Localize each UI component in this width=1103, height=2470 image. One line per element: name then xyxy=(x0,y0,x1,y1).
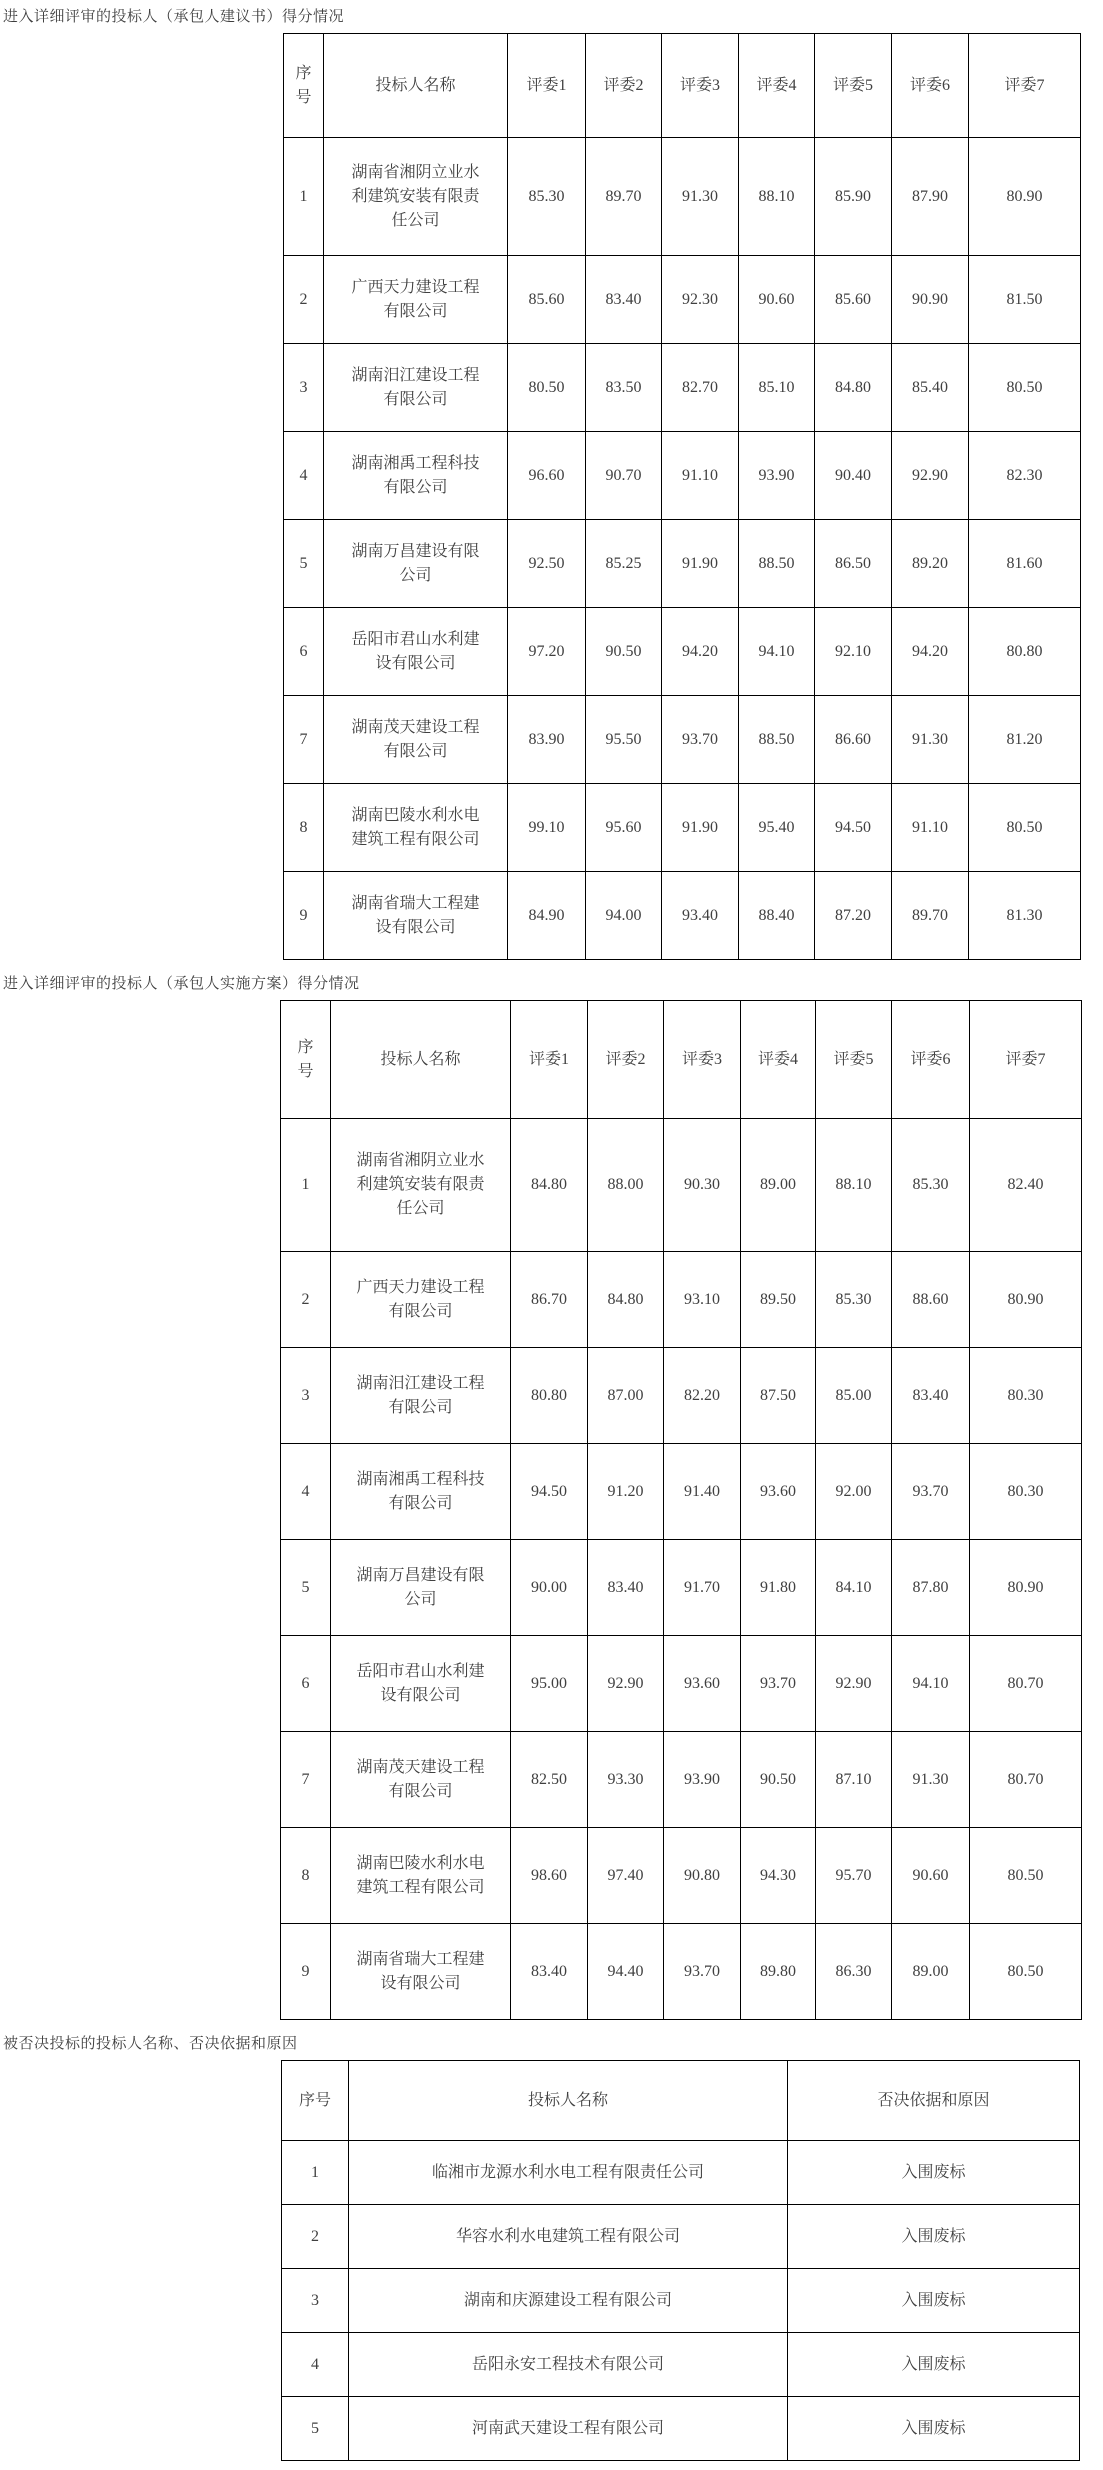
score-cell: 89.70 xyxy=(586,138,662,256)
score-cell: 89.80 xyxy=(741,1924,816,2020)
score-cell: 88.00 xyxy=(588,1119,664,1252)
row-number-cell: 7 xyxy=(281,1732,331,1828)
column-header-judge-3: 评委3 xyxy=(664,1001,741,1119)
score-cell: 80.30 xyxy=(970,1444,1082,1540)
bidder-name-cell: 广西天力建设工程有限公司 xyxy=(331,1252,511,1348)
row-number-cell: 3 xyxy=(281,1348,331,1444)
score-cell: 96.60 xyxy=(508,432,586,520)
column-header-index: 序号 xyxy=(282,2061,349,2141)
column-header-judge-7: 评委7 xyxy=(969,34,1081,138)
score-cell: 85.00 xyxy=(816,1348,892,1444)
table-row xyxy=(281,1732,1082,1828)
row-number-cell: 5 xyxy=(282,2397,349,2461)
row-number-cell: 8 xyxy=(281,1828,331,1924)
score-cell: 95.70 xyxy=(816,1828,892,1924)
table-row xyxy=(281,1348,1082,1444)
score-cell: 85.30 xyxy=(508,138,586,256)
column-header-judge-1: 评委1 xyxy=(508,34,586,138)
column-header-index: 序号 xyxy=(284,34,324,138)
row-number-cell: 3 xyxy=(282,2269,349,2333)
score-cell: 82.50 xyxy=(511,1732,588,1828)
bidder-name-cell: 湖南湘禹工程科技有限公司 xyxy=(331,1444,511,1540)
table-row xyxy=(281,1252,1082,1348)
score-cell: 92.90 xyxy=(816,1636,892,1732)
score-cell: 90.90 xyxy=(892,256,969,344)
table-row xyxy=(282,2333,1080,2397)
column-header-judge-2: 评委2 xyxy=(586,34,662,138)
score-cell: 90.80 xyxy=(664,1828,741,1924)
score-cell: 82.20 xyxy=(664,1348,741,1444)
score-cell: 80.50 xyxy=(970,1828,1082,1924)
bidder-name-cell: 湖南省湘阴立业水利建筑安装有限责任公司 xyxy=(324,138,508,256)
table-header-row xyxy=(281,1001,1082,1119)
score-cell: 82.40 xyxy=(970,1119,1082,1252)
score-cell: 98.60 xyxy=(511,1828,588,1924)
score-cell: 91.10 xyxy=(892,784,969,872)
score-cell: 85.60 xyxy=(815,256,892,344)
score-cell: 84.90 xyxy=(508,872,586,960)
score-cell: 87.90 xyxy=(892,138,969,256)
score-cell: 85.40 xyxy=(892,344,969,432)
table-row xyxy=(281,1444,1082,1540)
score-cell: 93.70 xyxy=(664,1924,741,2020)
row-number-cell: 9 xyxy=(281,1924,331,2020)
score-cell: 91.80 xyxy=(741,1540,816,1636)
column-header-judge-2: 评委2 xyxy=(588,1001,664,1119)
score-cell: 85.30 xyxy=(892,1119,970,1252)
score-cell: 87.10 xyxy=(816,1732,892,1828)
score-cell: 82.70 xyxy=(662,344,739,432)
bidder-name-cell: 华容水利水电建筑工程有限公司 xyxy=(349,2205,788,2269)
bidder-name-cell: 河南武天建设工程有限公司 xyxy=(349,2397,788,2461)
rejection-reason-cell: 入围废标 xyxy=(788,2333,1080,2397)
table-row xyxy=(282,2141,1080,2205)
rejected-bidders-table xyxy=(281,2060,1080,2461)
score-cell: 90.50 xyxy=(586,608,662,696)
implementation-scores-table xyxy=(280,1000,1082,2020)
score-cell: 94.00 xyxy=(586,872,662,960)
score-cell: 89.00 xyxy=(741,1119,816,1252)
score-cell: 80.90 xyxy=(969,138,1081,256)
proposal-scores-heading: 进入详细评审的投标人（承包人建议书）得分情况 xyxy=(3,9,345,25)
score-cell: 90.60 xyxy=(739,256,815,344)
rejection-reason-cell: 入围废标 xyxy=(788,2141,1080,2205)
score-cell: 90.60 xyxy=(892,1828,970,1924)
score-cell: 99.10 xyxy=(508,784,586,872)
score-cell: 81.60 xyxy=(969,520,1081,608)
score-cell: 90.70 xyxy=(586,432,662,520)
row-number-cell: 3 xyxy=(284,344,324,432)
bidder-name-cell: 湖南茂天建设工程有限公司 xyxy=(331,1732,511,1828)
score-cell: 91.90 xyxy=(662,520,739,608)
score-cell: 91.90 xyxy=(662,784,739,872)
table-row xyxy=(284,608,1081,696)
score-cell: 85.90 xyxy=(815,138,892,256)
row-number-cell: 4 xyxy=(282,2333,349,2397)
rejection-reason-cell: 入围废标 xyxy=(788,2397,1080,2461)
score-cell: 93.90 xyxy=(664,1732,741,1828)
score-cell: 94.50 xyxy=(815,784,892,872)
score-cell: 88.10 xyxy=(816,1119,892,1252)
score-cell: 89.20 xyxy=(892,520,969,608)
score-cell: 97.40 xyxy=(588,1828,664,1924)
column-header-judge-5: 评委5 xyxy=(815,34,892,138)
column-header-judge-1: 评委1 xyxy=(511,1001,588,1119)
score-cell: 93.70 xyxy=(662,696,739,784)
score-cell: 88.10 xyxy=(739,138,815,256)
score-cell: 90.00 xyxy=(511,1540,588,1636)
score-cell: 87.50 xyxy=(741,1348,816,1444)
score-cell: 95.50 xyxy=(586,696,662,784)
bidder-name-cell: 岳阳永安工程技术有限公司 xyxy=(349,2333,788,2397)
score-cell: 81.30 xyxy=(969,872,1081,960)
row-number-cell: 2 xyxy=(282,2205,349,2269)
column-header-index: 序号 xyxy=(281,1001,331,1119)
score-cell: 82.30 xyxy=(969,432,1081,520)
score-cell: 84.80 xyxy=(815,344,892,432)
bidder-name-cell: 湖南巴陵水利水电建筑工程有限公司 xyxy=(331,1828,511,1924)
row-number-cell: 2 xyxy=(281,1252,331,1348)
table-row xyxy=(282,2269,1080,2333)
table-row xyxy=(281,1636,1082,1732)
table-header-row xyxy=(282,2061,1080,2141)
bidder-name-cell: 湖南省瑞大工程建设有限公司 xyxy=(324,872,508,960)
score-cell: 89.00 xyxy=(892,1924,970,2020)
score-cell: 85.60 xyxy=(508,256,586,344)
score-cell: 84.80 xyxy=(511,1119,588,1252)
score-cell: 95.00 xyxy=(511,1636,588,1732)
score-cell: 80.70 xyxy=(970,1636,1082,1732)
score-cell: 87.20 xyxy=(815,872,892,960)
table-row xyxy=(284,344,1081,432)
rejection-reason-cell: 入围废标 xyxy=(788,2205,1080,2269)
table-row xyxy=(284,138,1081,256)
row-number-cell: 6 xyxy=(281,1636,331,1732)
score-cell: 92.10 xyxy=(815,608,892,696)
score-cell: 83.50 xyxy=(586,344,662,432)
score-cell: 80.80 xyxy=(511,1348,588,1444)
score-cell: 86.50 xyxy=(815,520,892,608)
score-cell: 87.80 xyxy=(892,1540,970,1636)
column-header-judge-5: 评委5 xyxy=(816,1001,892,1119)
table-row xyxy=(284,256,1081,344)
bidder-name-cell: 湖南茂天建设工程有限公司 xyxy=(324,696,508,784)
column-header-judge-7: 评委7 xyxy=(970,1001,1082,1119)
rejection-reason-cell: 入围废标 xyxy=(788,2269,1080,2333)
score-cell: 93.60 xyxy=(741,1444,816,1540)
score-cell: 92.30 xyxy=(662,256,739,344)
bidder-name-cell: 广西天力建设工程有限公司 xyxy=(324,256,508,344)
score-cell: 86.60 xyxy=(815,696,892,784)
score-cell: 81.20 xyxy=(969,696,1081,784)
row-number-cell: 5 xyxy=(281,1540,331,1636)
bidder-name-cell: 湖南万昌建设有限公司 xyxy=(331,1540,511,1636)
row-number-cell: 1 xyxy=(282,2141,349,2205)
score-cell: 91.40 xyxy=(664,1444,741,1540)
row-number-cell: 4 xyxy=(284,432,324,520)
score-cell: 86.30 xyxy=(816,1924,892,2020)
score-cell: 94.20 xyxy=(662,608,739,696)
score-cell: 91.30 xyxy=(662,138,739,256)
table-row xyxy=(281,1924,1082,2020)
score-cell: 84.10 xyxy=(816,1540,892,1636)
table-row xyxy=(281,1540,1082,1636)
score-cell: 80.70 xyxy=(970,1732,1082,1828)
table-row xyxy=(284,696,1081,784)
score-cell: 80.30 xyxy=(970,1348,1082,1444)
table-header-row xyxy=(284,34,1081,138)
score-cell: 93.90 xyxy=(739,432,815,520)
table-row xyxy=(284,784,1081,872)
score-cell: 89.70 xyxy=(892,872,969,960)
score-cell: 93.70 xyxy=(741,1636,816,1732)
row-number-cell: 2 xyxy=(284,256,324,344)
row-number-cell: 1 xyxy=(281,1119,331,1252)
score-cell: 94.10 xyxy=(892,1636,970,1732)
score-cell: 91.10 xyxy=(662,432,739,520)
score-cell: 93.30 xyxy=(588,1732,664,1828)
score-cell: 84.80 xyxy=(588,1252,664,1348)
bidder-name-cell: 湖南汨江建设工程有限公司 xyxy=(324,344,508,432)
score-cell: 95.40 xyxy=(739,784,815,872)
score-cell: 95.60 xyxy=(586,784,662,872)
score-cell: 83.40 xyxy=(511,1924,588,2020)
score-cell: 86.70 xyxy=(511,1252,588,1348)
score-cell: 83.90 xyxy=(508,696,586,784)
row-number-cell: 8 xyxy=(284,784,324,872)
bidder-name-cell: 湖南省瑞大工程建设有限公司 xyxy=(331,1924,511,2020)
score-cell: 88.50 xyxy=(739,696,815,784)
implementation-scores-heading: 进入详细评审的投标人（承包人实施方案）得分情况 xyxy=(3,976,360,992)
row-number-cell: 4 xyxy=(281,1444,331,1540)
score-cell: 94.10 xyxy=(739,608,815,696)
row-number-cell: 1 xyxy=(284,138,324,256)
column-header-rejection-reason: 否决依据和原因 xyxy=(788,2061,1080,2141)
row-number-cell: 9 xyxy=(284,872,324,960)
score-cell: 93.40 xyxy=(662,872,739,960)
score-cell: 94.20 xyxy=(892,608,969,696)
bidder-name-cell: 湖南湘禹工程科技有限公司 xyxy=(324,432,508,520)
row-number-cell: 6 xyxy=(284,608,324,696)
score-cell: 85.30 xyxy=(816,1252,892,1348)
score-cell: 89.50 xyxy=(741,1252,816,1348)
score-cell: 83.40 xyxy=(588,1540,664,1636)
score-cell: 88.40 xyxy=(739,872,815,960)
bidder-name-cell: 岳阳市君山水利建设有限公司 xyxy=(331,1636,511,1732)
column-header-judge-6: 评委6 xyxy=(892,34,969,138)
bidder-name-cell: 湖南巴陵水利水电建筑工程有限公司 xyxy=(324,784,508,872)
score-cell: 94.40 xyxy=(588,1924,664,2020)
score-cell: 92.50 xyxy=(508,520,586,608)
score-cell: 94.30 xyxy=(741,1828,816,1924)
column-header-judge-4: 评委4 xyxy=(741,1001,816,1119)
score-cell: 80.50 xyxy=(970,1924,1082,2020)
score-cell: 93.70 xyxy=(892,1444,970,1540)
score-cell: 83.40 xyxy=(892,1348,970,1444)
bidder-name-cell: 湖南和庆源建设工程有限公司 xyxy=(349,2269,788,2333)
bidder-name-cell: 湖南省湘阴立业水利建筑安装有限责任公司 xyxy=(331,1119,511,1252)
score-cell: 92.90 xyxy=(588,1636,664,1732)
score-cell: 91.20 xyxy=(588,1444,664,1540)
table-row xyxy=(284,520,1081,608)
row-number-cell: 7 xyxy=(284,696,324,784)
table-row xyxy=(282,2205,1080,2269)
bidder-name-cell: 临湘市龙源水利水电工程有限责任公司 xyxy=(349,2141,788,2205)
score-cell: 90.40 xyxy=(815,432,892,520)
column-header-judge-4: 评委4 xyxy=(739,34,815,138)
score-cell: 80.90 xyxy=(970,1252,1082,1348)
table-row xyxy=(284,432,1081,520)
column-header-bidder-name: 投标人名称 xyxy=(349,2061,788,2141)
bidder-name-cell: 岳阳市君山水利建设有限公司 xyxy=(324,608,508,696)
rejected-bidders-heading: 被否决投标的投标人名称、否决依据和原因 xyxy=(3,2036,298,2052)
proposal-scores-table xyxy=(283,33,1081,960)
score-cell: 80.90 xyxy=(970,1540,1082,1636)
score-cell: 91.30 xyxy=(892,696,969,784)
column-header-bidder-name: 投标人名称 xyxy=(324,34,508,138)
column-header-judge-6: 评委6 xyxy=(892,1001,970,1119)
score-cell: 90.30 xyxy=(664,1119,741,1252)
table-row xyxy=(281,1119,1082,1252)
score-cell: 87.00 xyxy=(588,1348,664,1444)
score-cell: 85.25 xyxy=(586,520,662,608)
table-row xyxy=(281,1828,1082,1924)
score-cell: 80.80 xyxy=(969,608,1081,696)
bidder-name-cell: 湖南汨江建设工程有限公司 xyxy=(331,1348,511,1444)
score-cell: 94.50 xyxy=(511,1444,588,1540)
score-cell: 90.50 xyxy=(741,1732,816,1828)
score-cell: 88.60 xyxy=(892,1252,970,1348)
table-row xyxy=(284,872,1081,960)
bidder-name-cell: 湖南万昌建设有限公司 xyxy=(324,520,508,608)
score-cell: 91.70 xyxy=(664,1540,741,1636)
score-cell: 93.10 xyxy=(664,1252,741,1348)
score-cell: 83.40 xyxy=(586,256,662,344)
score-cell: 85.10 xyxy=(739,344,815,432)
score-cell: 80.50 xyxy=(508,344,586,432)
column-header-bidder-name: 投标人名称 xyxy=(331,1001,511,1119)
score-cell: 80.50 xyxy=(969,784,1081,872)
score-cell: 92.90 xyxy=(892,432,969,520)
score-cell: 93.60 xyxy=(664,1636,741,1732)
score-cell: 91.30 xyxy=(892,1732,970,1828)
score-cell: 81.50 xyxy=(969,256,1081,344)
table-row xyxy=(282,2397,1080,2461)
column-header-judge-3: 评委3 xyxy=(662,34,739,138)
score-cell: 97.20 xyxy=(508,608,586,696)
score-cell: 92.00 xyxy=(816,1444,892,1540)
score-cell: 80.50 xyxy=(969,344,1081,432)
row-number-cell: 5 xyxy=(284,520,324,608)
score-cell: 88.50 xyxy=(739,520,815,608)
